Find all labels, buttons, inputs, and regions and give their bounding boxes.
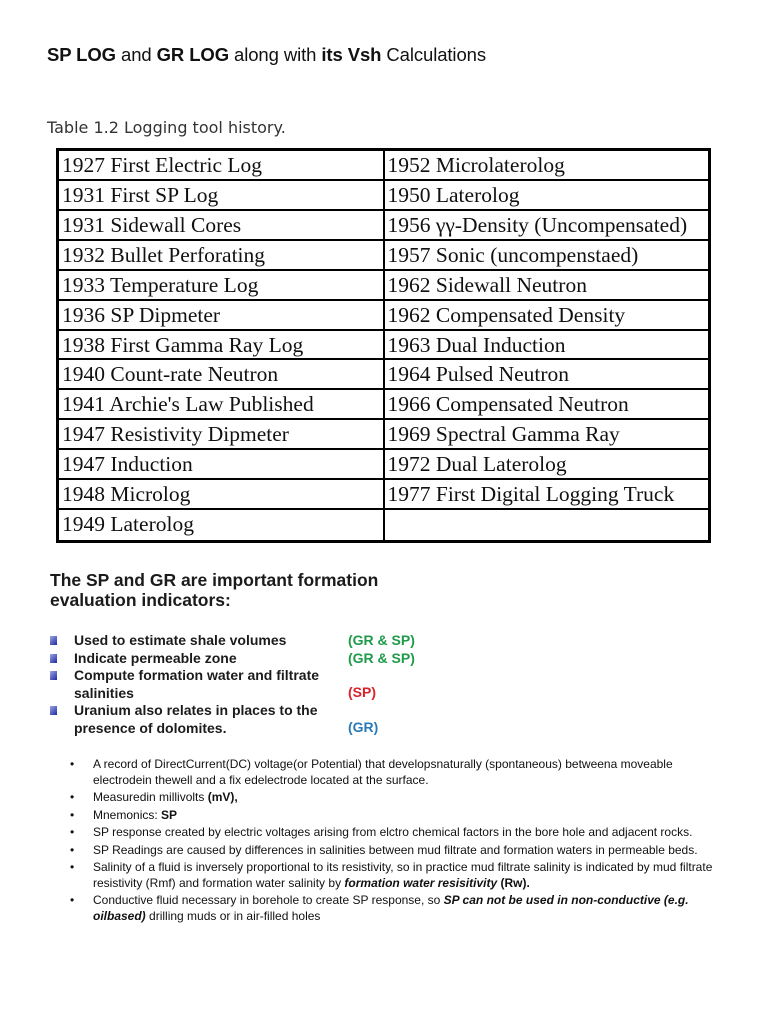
table-cell: 1963 Dual Induction [385,331,709,361]
list-item: • Salinity of a fluid is inversely proportional to its resistivity, so in practice mud filtrate salinity is indicated by mud filtrate resistivity (Rmf) and formation water salinity by formation water resisitivity (Rw). [70,860,730,891]
table-cell: 1977 First Digital Logging Truck [385,480,709,510]
square-bullet-icon [50,636,57,645]
page-title: SP LOG and GR LOG along with its Vsh Calculations [47,44,486,65]
table-cell: 1947 Induction [59,450,383,480]
sp-notes-list [70,757,730,926]
indicators-list [50,632,430,737]
indicator-item: Uranium also relates in places to the presence of dolomites. (GR) [50,702,430,737]
indicators-heading: The SP and GR are important formation evaluation indicators: [50,570,379,610]
table-cell: 1933 Temperature Log [59,271,383,301]
table-cell: 1969 Spectral Gamma Ray [385,420,709,450]
table-cell: 1927 First Electric Log [59,151,383,181]
table-right-column [385,151,709,540]
table-cell: 1972 Dual Laterolog [385,450,709,480]
indicator-tag: (GR) [348,719,379,735]
table-cell: 1962 Sidewall Neutron [385,271,709,301]
list-item: • SP response created by electric voltages arising from elctro chemical factors in the bore hole and adjacent rocks. [70,825,730,841]
indicator-tag: (SP) [348,684,376,700]
table-cell: 1952 Microlaterolog [385,151,709,181]
square-bullet-icon [50,706,57,715]
table-cell: 1950 Laterolog [385,181,709,211]
table-cell: 1949 Laterolog [62,512,194,537]
list-item: • Conductive fluid necessary in borehole to create SP response, so SP can not be used in non-conductive (e.g. oilbased) drilling muds or in air-filled holes [70,893,730,924]
table-cell: 1948 Microlog [59,480,383,510]
table-cell: 1966 Compensated Neutron [385,390,709,420]
indicator-item: Used to estimate shale volumes (GR & SP) [50,632,430,650]
logging-history-table [56,148,711,543]
list-item: • A record of DirectCurrent(DC) voltage(or Potential) that developsnaturally (spontaneous) betweena moveable electrodein thewell and a fix edelectrode located at the surface. [70,757,730,788]
indicator-item: Indicate permeable zone (GR & SP) [50,650,430,668]
table-cell: 1931 Sidewall Cores [59,211,383,241]
indicator-item: Compute formation water and filtrate salinities (SP) [50,667,430,702]
table-cell: 1957 Sonic (uncompenstaed) [385,241,709,271]
table-caption: Table 1.2 Logging tool history. [47,118,286,137]
table-cell: 1941 Archie's Law Published [59,390,383,420]
table-left-column [59,151,385,540]
table-cell: 1936 SP Dipmeter [59,301,383,331]
table-cell: 1940 Count-rate Neutron [59,360,383,390]
table-cell: 1947 Resistivity Dipmeter [59,420,383,450]
indicator-tag: (GR & SP) [348,649,415,666]
list-item: • Mnemonics: SP [70,808,730,824]
square-bullet-icon [50,654,57,663]
table-cell: 1962 Compensated Density [385,301,709,331]
table-cell-empty [385,510,709,540]
table-cell: 1932 Bullet Perforating [59,241,383,271]
table-cell: 1938 First Gamma Ray Log [59,331,383,361]
list-item: • Measuredin millivolts (mV), [70,790,730,806]
indicator-tag: (GR & SP) [348,632,415,648]
table-cell: 1931 First SP Log [59,181,383,211]
table-cell: 1956 γγ-Density (Uncompensated) [385,211,709,241]
table-cell: 1964 Pulsed Neutron [385,360,709,390]
square-bullet-icon [50,671,57,680]
list-item: • SP Readings are caused by differences in salinities between mud filtrate and formation waters in permeable beds. [70,843,730,859]
